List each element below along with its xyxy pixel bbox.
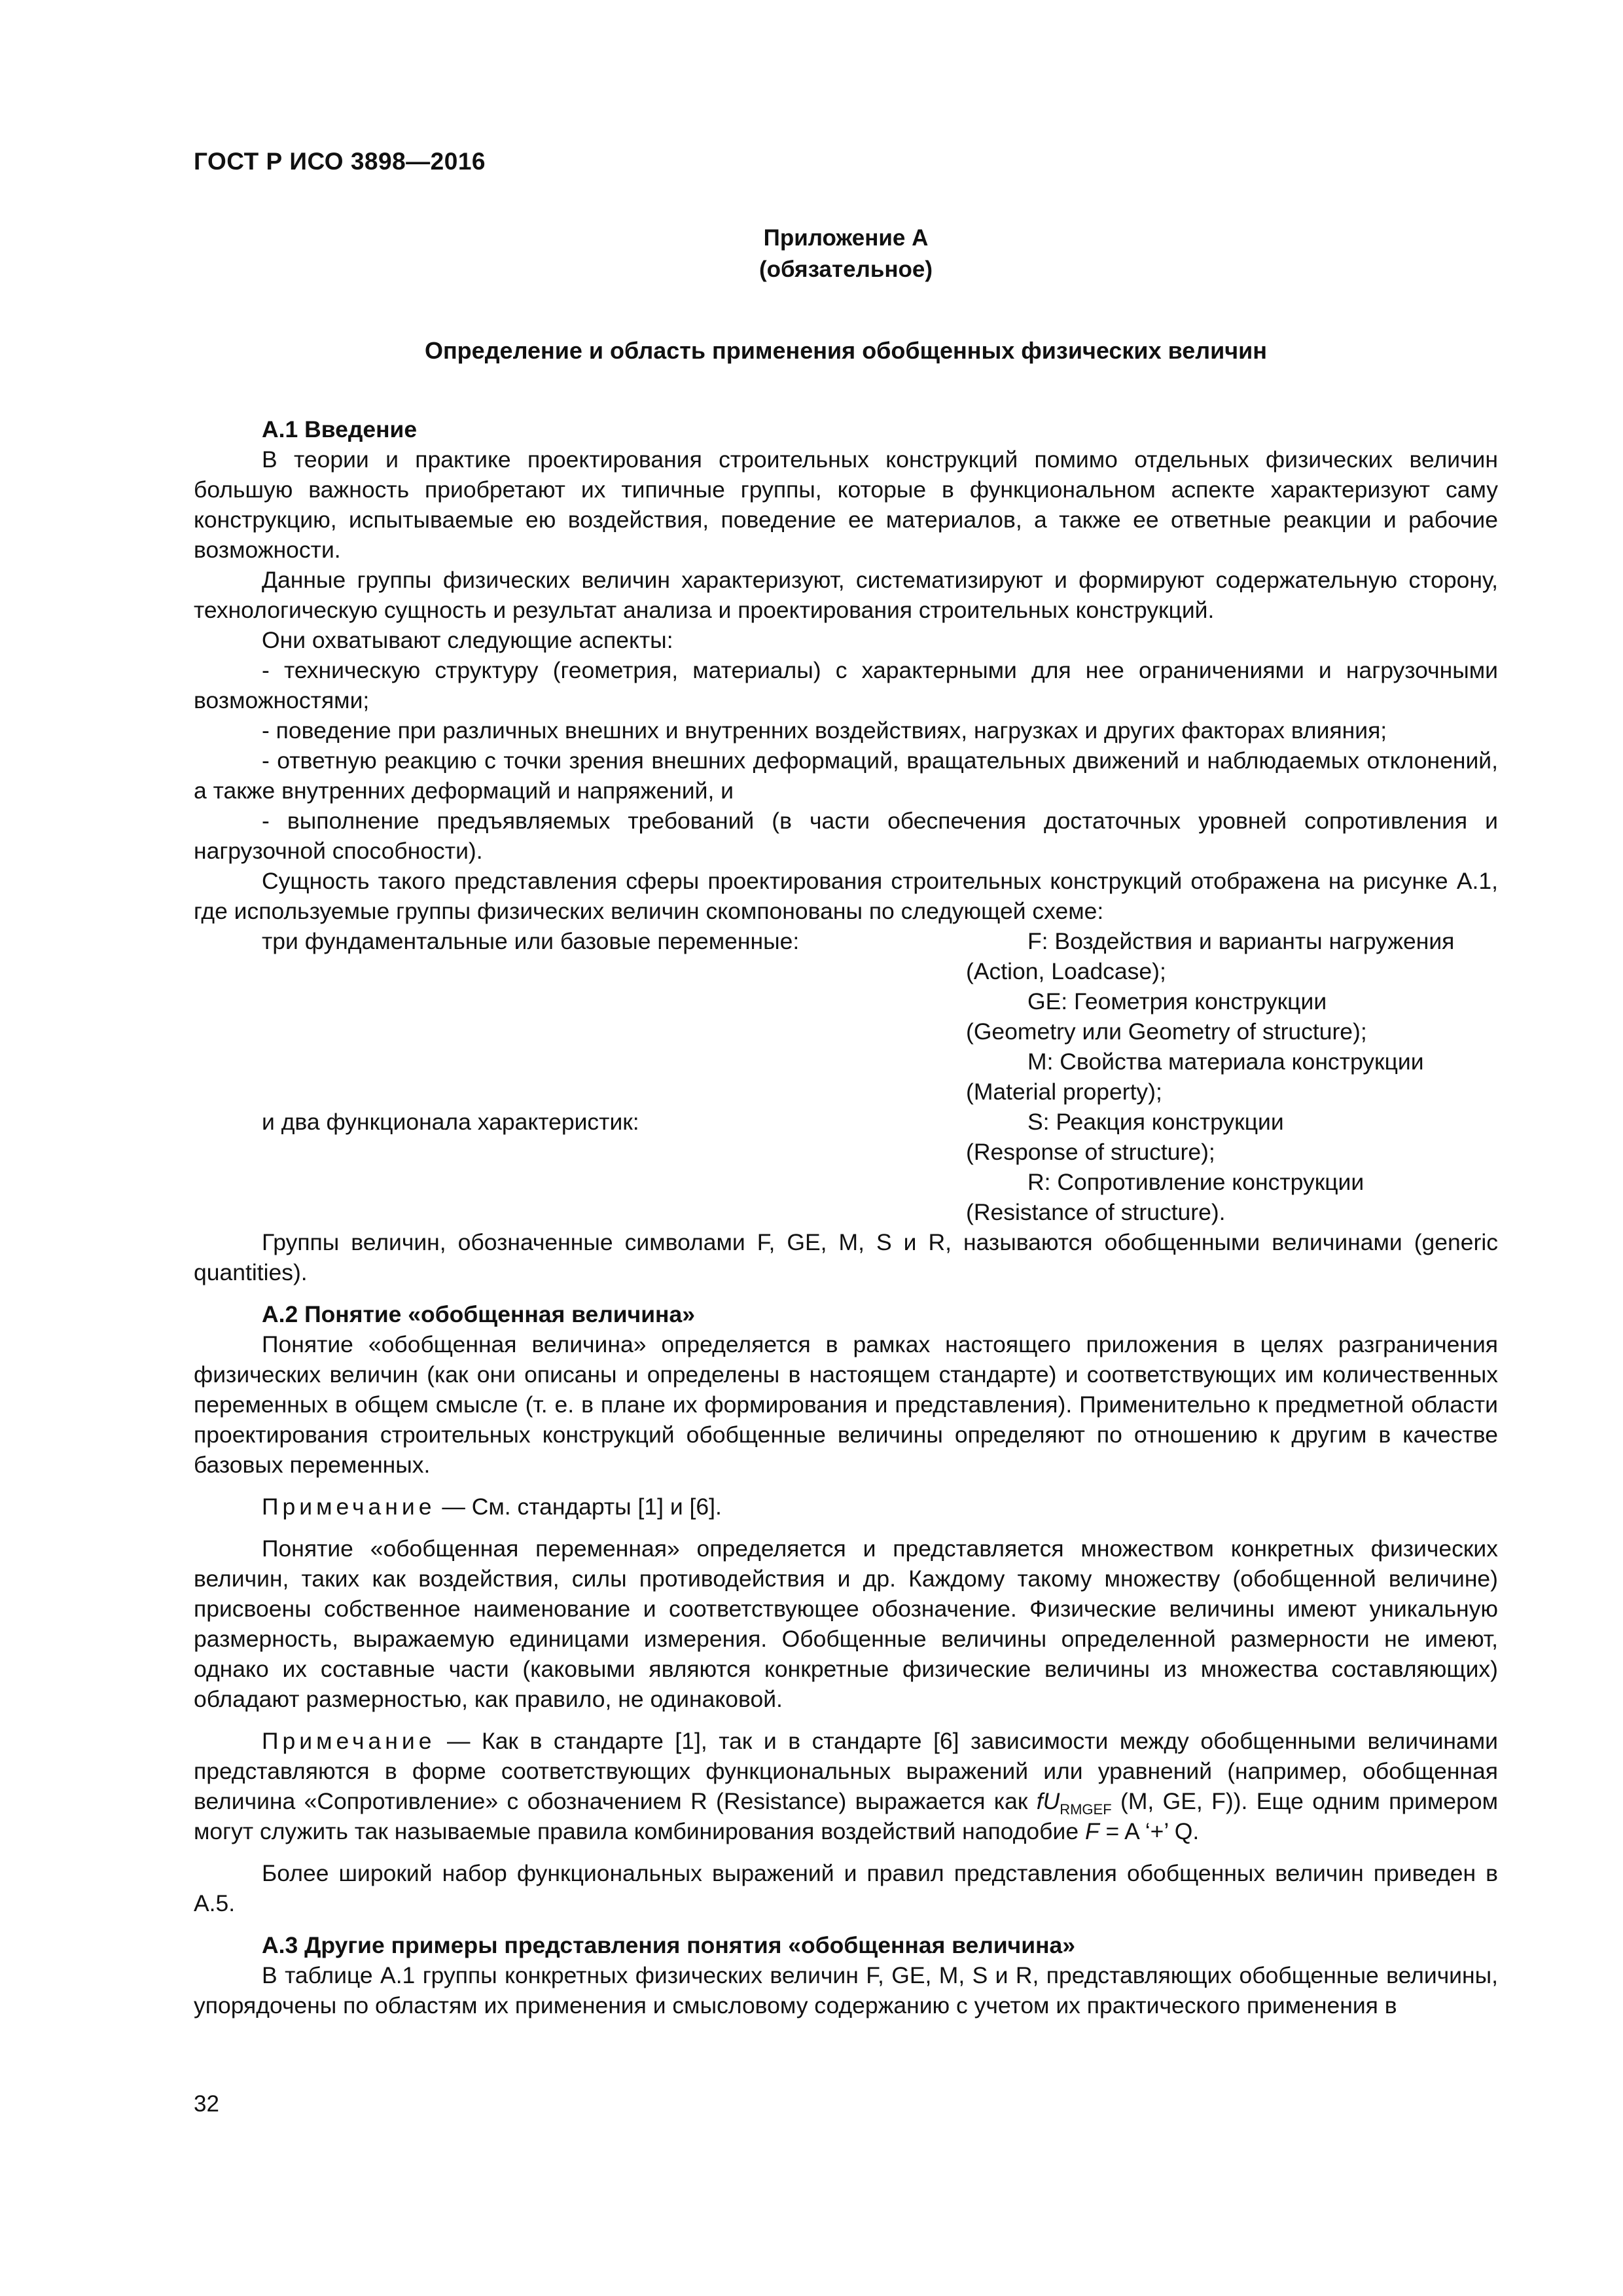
paragraph: В теории и практике проектирования строительных конструкций помимо отдельных физических величин большую важность приобретают их типичные группы, которые в функциональном аспекте характеризуют саму конструкцию, испытываемые ею воздействия, поведение ее материалов, а также ее ответные реакции и рабочие возможности. — [194, 446, 1498, 563]
document-header: ГОСТ Р ИСО 3898—2016 — [194, 148, 486, 175]
list-item: - выполнение предъявляемых требований (в части обеспечения достаточных уровней сопротивления и нагрузочной способности). — [194, 808, 1498, 864]
section-heading-a3: А.3 Другие примеры представления понятия «обобщенная величина» — [262, 1932, 1076, 1958]
scheme-row — [194, 1167, 1498, 1227]
scheme-value-s: S: Реакция конструкции (Response of structure); — [966, 1109, 1284, 1165]
scheme-label-functional: и два функционала характеристик: — [262, 1109, 639, 1135]
scheme-row — [194, 1047, 1498, 1107]
page-number: 32 — [194, 2091, 219, 2117]
scheme-value-ge: GE: Геометрия конструкции (Geometry или Geometry of structure); — [966, 988, 1367, 1045]
scheme-value-r: R: Сопротивление конструкции (Resistance of structure). — [966, 1169, 1364, 1225]
section-heading-a1: А.1 Введение — [262, 416, 418, 442]
note-2: Примечание — Как в стандарте [1], так и в стандарте [6] зависимости между обобщенными величинами представляются в форме соответствующих функциональных выражений или уравнений (например, обобщенная величина «Сопротивление» с обозначением R (Resistance) выражается как $fU_{RMGEF}$ (M, GE, F)). Еще одним примером могут служить так называемые правила комбинирования воздействий наподобие F = A ‘+’ Q. — [194, 1728, 1498, 1844]
list-item: - техническую структуру (геометрия, материалы) с характерными для нее ограничениями и нагрузочными возможностями; — [194, 657, 1498, 713]
note-label: Примечание — [262, 1494, 436, 1520]
paragraph: Группы величин, обозначенные символами F, GE, M, S и R, называются обобщенными величинами (generic quantities). — [194, 1229, 1498, 1285]
appendix-label: Приложение А — [763, 225, 929, 251]
paragraph: В таблице А.1 группы конкретных физических величин F, GE, M, S и R, представляющих обобщенные величины, упорядочены по областям их применения и смысловому содержанию с учетом их практического применения в — [194, 1962, 1498, 2018]
scheme-value-m: M: Свойства материала конструкции (Material property); — [966, 1049, 1424, 1105]
document-body — [194, 414, 1498, 2020]
appendix-status: (обязательное) — [758, 257, 933, 282]
scheme-row — [194, 1107, 1498, 1167]
variables-scheme — [194, 926, 1498, 1227]
appendix-title: Определение и область применения обобщенных физических величин — [424, 337, 1268, 364]
paragraph: Понятие «обобщенная переменная» определяется и представляется множеством конкретных физических величин, таких как воздействия, силы противодействия и др. Каждому такому множеству (обобщенной величине) присвоены собственное наименование и соответствующее обозначение. Физические величины имеют уникальную размерность, выражаемую единицами измерения. Обобщенные величины определенной размерности не имеют, однако их составные части (каковыми являются конкретные физические величины из множества составляющих) обладают размерностью, как правило, не одинаковой. — [194, 1535, 1498, 1712]
list-item: - ответную реакцию с точки зрения внешних деформаций, вращательных движений и наблюдаемых отклонений, а также внутренних деформаций и напряжений, и — [194, 747, 1498, 804]
section-heading-a2: А.2 Понятие «обобщенная величина» — [262, 1301, 695, 1327]
formula-symbol: F — [1084, 1818, 1099, 1844]
scheme-row — [194, 926, 1498, 986]
paragraph: Данные группы физических величин характеризуют, систематизируют и формируют содержательную сторону, технологическую сущность и результат анализа и проектирования строительных конструкций. — [194, 567, 1498, 623]
list-item: - поведение при различных внешних и внутренних воздействиях, нагрузках и других факторах влияния; — [262, 717, 1387, 744]
appendix-label-block — [194, 223, 1498, 285]
note-1: Примечание — См. стандарты [1] и [6]. — [262, 1494, 722, 1520]
paragraph: Более широкий набор функциональных выражений и правил представления обобщенных величин приведен в А.5. — [194, 1860, 1498, 1916]
paragraph: Понятие «обобщенная величина» определяется в рамках настоящего приложения в целях разграничения физических величин (как они описаны и определены в настоящем стандарте) и соответствующих им количественных переменных в общем смысле (т. е. в плане их формирования и представления). Применительно к предметной области проектирования строительных конструкций обобщенные величины определяют по отношению к другим в качестве базовых переменных. — [194, 1331, 1498, 1478]
paragraph: Они охватывают следующие аспекты: — [262, 627, 673, 653]
paragraph: Сущность такого представления сферы проектирования строительных конструкций отображена на рисунке А.1, где используемые группы физических величин скомпонованы по следующей схеме: — [194, 868, 1498, 924]
scheme-row — [194, 986, 1498, 1047]
scheme-value-f: F: Воздействия и варианты нагружения (Action, Loadcase); — [966, 928, 1455, 984]
note-label: Примечание — [262, 1728, 436, 1754]
formula-symbol: fU — [1036, 1788, 1060, 1814]
formula-subscript: RMGEF — [1060, 1801, 1112, 1818]
scheme-label-base: три фундаментальные или базовые переменные: — [262, 928, 800, 954]
